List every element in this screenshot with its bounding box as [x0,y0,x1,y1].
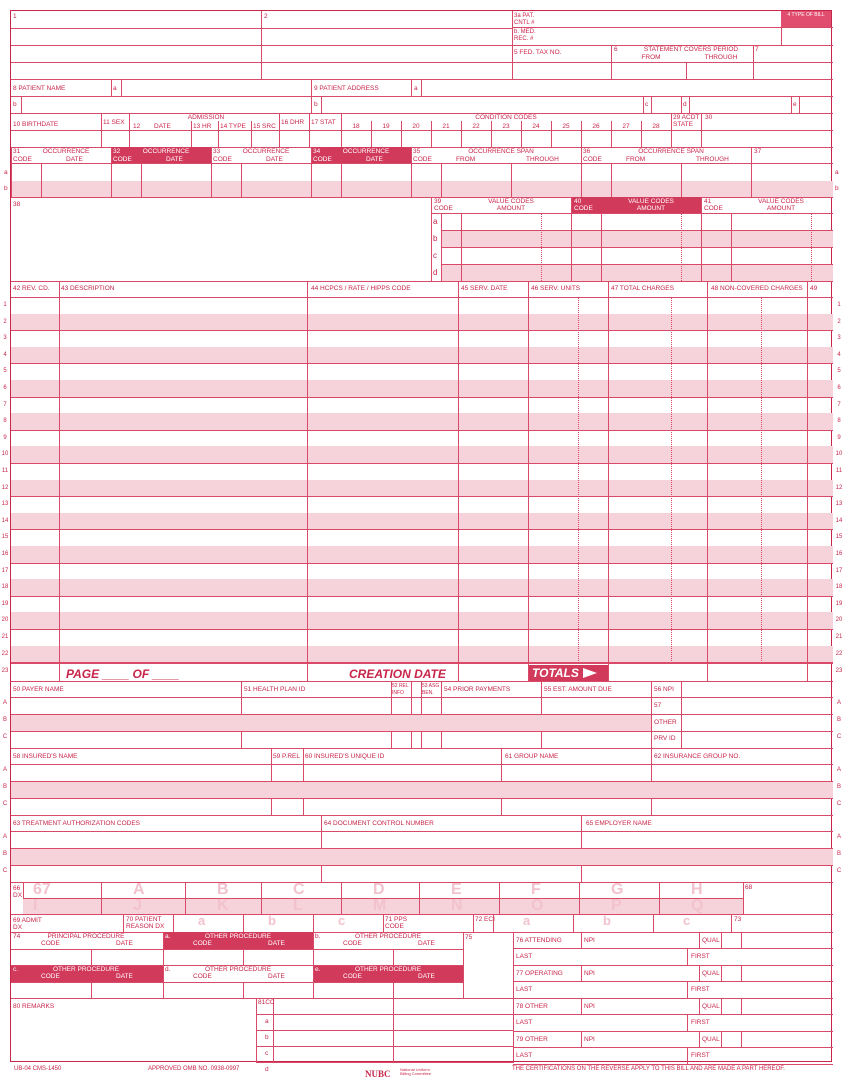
line-num-left-17: 17 [1,567,9,574]
condition-code-28: 28 [652,123,660,130]
value-band-d [441,264,833,281]
physician-first-0: FIRST [691,953,710,960]
totals-label: TOTALS [532,666,579,680]
admit-hr: 13 HR [193,123,212,130]
stat-label: 17 STAT [311,119,336,126]
field-30-label: 30 [705,114,713,121]
dx-66-label: 66 DX [13,885,23,899]
line-num-right-9: 9 [837,434,841,441]
line-band-20 [11,612,833,629]
line-num-left-19: 19 [1,600,9,607]
certification-text: THE CERTIFICATIONS ON THE REVERSE APPLY TO THIS BILL AND ARE MADE A PART HEREOF. [512,1066,785,1072]
patient-name-b: b [13,101,17,108]
condition-code-19: 19 [382,123,390,130]
reason-dx-c: c [338,913,346,928]
admit-src: 15 SRC [253,123,276,130]
vc-title-2: VALUE CODES [758,198,804,205]
insured-row-right-C: C [836,801,842,807]
insured-row-right-A: A [836,767,841,773]
p-rel-label: 59 P.REL [273,753,300,760]
line-band-4 [11,347,833,364]
proc-title-4: OTHER PROCEDURE [204,966,272,973]
proc-date-2: DATE [418,940,435,947]
payer-row-left-C: C [2,734,8,740]
line-num-right-22: 22 [835,650,843,657]
dx-letter-F: F [531,881,541,898]
line-num-right-18: 18 [835,584,843,591]
span-title-1: OCCURRENCE SPAN [638,148,704,155]
proc-date-3: DATE [116,973,133,980]
line-num-left-12: 12 [1,484,9,491]
span-num-f36: 36 [583,148,591,155]
line-num-right-8: 8 [837,418,841,425]
admission-label: ADMISSION [187,114,225,121]
line-num-right-11: 11 [835,468,843,474]
line-num-left-8: 8 [3,418,7,425]
line-band-16 [11,546,833,563]
rel-info-label: 52 REL INFO [392,683,409,696]
condition-codes-label: CONDITION CODES [475,114,537,121]
group-name-label: 61 GROUP NAME [505,753,559,760]
occ-title-2: OCCURRENCE [242,148,290,155]
insurance-group-label: 62 INSURANCE GROUP NO. [654,753,741,760]
line-num-right-10: 10 [835,451,843,458]
line-num-left-13: 13 [1,501,9,508]
dx-letter-E: E [451,881,462,898]
payer-row-right-C: C [836,734,842,740]
line-header-f46: 46 SERV. UNITS [531,285,581,292]
physician-first-2: FIRST [691,1019,710,1026]
omb-number: APPROVED OMB NO. 0938-0997 [148,1066,240,1072]
span-code-0: CODE [413,156,432,163]
line-num-right-23: 23 [835,668,843,674]
treat-row-left-A: A [2,834,7,840]
line-header-f45: 45 SERV. DATE [461,285,508,292]
proc-title-0: PRINCIPAL PROCEDURE [47,933,125,940]
patient-name-a: a [113,85,117,92]
physician-npi-0: NPI [584,937,595,944]
line-num-right-6: 6 [837,385,841,391]
line-num-left-10: 10 [1,451,9,458]
admit-date: DATE [154,123,171,130]
totals-arrow-icon [583,668,597,678]
vc-title-0: VALUE CODES [488,198,534,205]
span-through-1: THROUGH [696,156,729,163]
occurrence-band-b [11,181,833,197]
physician-last-3: LAST [516,1052,533,1059]
of-text: OF [132,667,150,681]
line-band-12 [11,480,833,497]
proc-title-5: OTHER PROCEDURE [354,966,422,973]
proc-title-1: OTHER PROCEDURE [204,933,272,940]
treat-row-left-C: C [2,868,8,874]
span-code-1: CODE [583,156,602,163]
totals-box [528,665,608,681]
vc-row-b: b [433,234,438,243]
line-num-right-12: 12 [835,484,843,491]
patient-address-label: 9 PATIENT ADDRESS [314,85,379,92]
physician-qual-2: QUAL [702,1003,720,1010]
physician-qual-0: QUAL [702,937,720,944]
patient-address-a: a [414,85,418,92]
vc-amount-2: AMOUNT [766,205,796,212]
type-of-bill-box [781,11,831,27]
condition-code-25: 25 [562,123,570,130]
line-header-f44: 44 HCPCS / RATE / HIPPS CODE [311,285,411,292]
physician-npi-3: NPI [584,1036,595,1043]
nubc-subtitle: National Uniform Billing Committee [400,1067,432,1076]
proc-code-1: CODE [193,940,212,947]
vc-title-1: VALUE CODES [628,198,674,205]
proc-date-1: DATE [268,940,285,947]
condition-code-18: 18 [352,123,360,130]
occ-row-b: b [4,185,8,192]
line-num-left-5: 5 [3,368,7,375]
health-plan-label: 51 HEALTH PLAN ID [244,686,306,693]
remarks-label: 80 REMARKS [13,1003,55,1010]
field-68-label: 68 [745,884,753,891]
occ-code-2: CODE [213,156,232,163]
insured-id-label: 60 INSURED'S UNIQUE ID [305,753,385,760]
vc-num-f40: 40 [574,198,582,205]
dx-letter-C: C [293,881,305,898]
line-band-10 [11,446,833,463]
condition-code-27: 27 [622,123,630,130]
physician-last-2: LAST [516,1019,533,1026]
line-num-right-4: 4 [837,351,841,358]
insured-row-left-B: B [2,784,7,790]
insured-name-label: 58 INSURED'S NAME [13,753,78,760]
patient-address-c: c [645,101,649,108]
field-5-label: 5 FED. TAX NO. [514,49,562,56]
admit-type: 14 TYPE [220,123,246,130]
field-37-label: 37 [754,148,762,155]
proc-letter-c: c. [13,966,19,973]
line-num-right-13: 13 [835,501,843,508]
vc-code-0: CODE [434,205,453,212]
field-3b-label: b. MED. REC. # [514,29,536,42]
proc-date-0: DATE [116,940,133,947]
vc-row-d: d [433,268,438,277]
physician-f77: 77 OPERATING [516,970,563,977]
dx-letter-M: M [373,897,387,914]
physician-first-1: FIRST [691,986,710,993]
proc-code-3: CODE [41,973,60,980]
line-num-right-17: 17 [835,567,843,574]
physician-f76: 76 ATTENDING [516,937,562,944]
proc-date-4: DATE [268,973,285,980]
cc81-row-c: c [265,1050,269,1057]
reason-dx-a: a [198,913,206,928]
field-3a-label: 3a PAT. CNTL # [514,13,535,26]
field-6-title: STATEMENT COVERS PERIOD [643,46,739,53]
proc-letter-a: a. [165,933,171,940]
dx-letter-L: L [293,897,303,914]
field-4-label: 4 TYPE OF BILL [787,12,825,18]
patient-address-e: e [793,101,797,108]
span-from-1: FROM [626,156,646,163]
line-num-left-6: 6 [3,385,7,391]
eci-a: a [523,913,531,928]
occ-date-2: DATE [266,156,283,163]
insured-row-left-A: A [2,767,7,773]
treat-row-right-C: C [836,868,842,874]
line-header-f47: 47 TOTAL CHARGES [611,285,674,292]
line-num-right-3: 3 [837,335,841,342]
prior-payments-label: 54 PRIOR PAYMENTS [444,686,511,693]
proc-date-5: DATE [418,973,435,980]
line-band-22 [11,646,833,663]
payer-row-right-B: B [836,717,841,723]
insured-row-right-B: B [836,784,841,790]
payer-name-label: 50 PAYER NAME [13,686,64,693]
field-81cc-label: 81CC [258,999,275,1006]
condition-code-22: 22 [472,123,480,130]
field-38-label: 38 [13,201,21,208]
line-header-f49: 49 [810,285,818,292]
treat-row-left-B: B [2,851,7,857]
line-num-right-16: 16 [835,551,843,557]
field-6-through: THROUGH [704,54,738,61]
occ-title-0: OCCURRENCE [42,148,90,155]
line-num-left-4: 4 [3,351,7,358]
physician-npi-2: NPI [584,1003,595,1010]
occ-date-0: DATE [66,156,83,163]
occ-num-f32: 32 [113,148,121,155]
est-amount-label: 55 EST. AMOUNT DUE [544,686,612,693]
vc-amount-0: AMOUNT [496,205,526,212]
eci-label: 72 ECI [475,916,495,923]
occ-num-f33: 33 [213,148,221,155]
field-7-label: 7 [755,46,759,53]
form-id: UB-04 CMS-1450 [14,1066,62,1072]
line-band-18 [11,579,833,596]
line-num-left-22: 22 [1,650,9,657]
vc-num-f41: 41 [704,198,712,205]
line-header-f42: 42 REV. CD. [13,285,50,292]
line-num-right-19: 19 [835,600,843,607]
payer-row-right-A: A [836,700,841,706]
condition-code-23: 23 [502,123,510,130]
reason-dx-b: b [268,913,276,928]
dx-67-ghost: 67 [33,881,51,898]
span-title-0: OCCURRENCE SPAN [468,148,534,155]
span-num-f35: 35 [413,148,421,155]
employer-name-label: 65 EMPLOYER NAME [586,820,652,827]
vc-code-2: CODE [704,205,723,212]
proc-letter-b: b. [315,933,321,940]
dx-letter-P: P [611,897,622,914]
occ-date-1: DATE [166,156,183,163]
pps-code-label: 71 PPS CODE [385,916,408,930]
line-num-left-7: 7 [3,401,7,408]
payer-band-b [11,714,651,731]
field-6-from: FROM [641,54,661,61]
line-num-right-21: 21 [835,634,843,640]
sex-label: 11 SEX [103,119,125,126]
occ-title-3: OCCURRENCE [342,148,390,155]
line-num-right-15: 15 [835,534,843,541]
occ-num-f34: 34 [313,148,321,155]
proc-letter-f74: 74 [13,933,21,940]
line-num-right-2: 2 [837,318,841,325]
creation-date-label: CREATION DATE [349,667,446,681]
occ-code-3: CODE [313,156,332,163]
proc-title-3: OTHER PROCEDURE [52,966,120,973]
physician-last-1: LAST [516,986,533,993]
cc81-row-b: b [265,1034,269,1041]
value-band-b [441,230,833,247]
eci-b: b [603,913,611,928]
proc-code-0: CODE [41,940,60,947]
prv-id-label: PRV ID [654,735,676,742]
birthdate-label: 10 BIRTHDATE [13,121,59,128]
line-header-f48: 48 NON-COVERED CHARGES [711,285,803,292]
occ-title-1: OCCURRENCE [142,148,190,155]
eci-c: c [683,913,691,928]
dx-letter-G: G [611,881,624,898]
condition-code-24: 24 [532,123,540,130]
insured-band-b [11,781,833,798]
physician-npi-1: NPI [584,970,595,977]
asg-ben-label: 53 ASG BEN. [422,683,440,696]
vc-num-f39: 39 [434,198,442,205]
npi-56-label: 56 NPI [654,686,674,693]
line-num-left-11: 11 [1,468,9,474]
dx-letter-B: B [217,881,229,898]
proc-code-5: CODE [343,973,362,980]
physician-f79: 79 OTHER [516,1036,548,1043]
occ-row-a-right: a [835,169,839,176]
payer-row-left-B: B [2,717,7,723]
line-num-left-1: 1 [3,302,7,308]
vc-row-c: c [433,251,437,260]
line-num-left-18: 18 [1,584,9,591]
line-num-left-15: 15 [1,534,9,541]
cc81-row-d: d [265,1066,269,1073]
condition-code-20: 20 [412,123,420,130]
occ-code-0: CODE [13,156,32,163]
line-num-left-21: 21 [1,634,9,640]
line-num-right-1: 1 [837,302,841,308]
vc-row-a: a [433,217,438,226]
line-band-8 [11,413,833,430]
physician-last-0: LAST [516,953,533,960]
proc-code-4: CODE [193,973,212,980]
occ-num-f31: 31 [13,148,21,155]
condition-code-21: 21 [442,123,450,130]
patient-name-label: 8 PATIENT NAME [13,85,66,92]
cc81-row-a: a [265,1018,269,1025]
insured-row-left-C: C [2,801,8,807]
dx-letter-D: D [373,881,385,898]
treatment-auth-label: 63 TREATMENT AUTHORIZATION CODES [13,820,141,827]
line-num-right-5: 5 [837,368,841,375]
occ-date-3: DATE [366,156,383,163]
dx-letter-J: J [133,897,142,914]
proc-letter-e: e. [315,966,321,973]
dx-letter-I: I [33,897,38,914]
admit-dx-label: 69 ADMIT DX [13,917,42,931]
line-num-left-16: 16 [1,551,9,557]
line-num-right-14: 14 [835,517,843,524]
field-73-label: 73 [734,916,742,923]
treat-row-right-A: A [836,834,841,840]
occ-row-a: a [4,169,8,176]
field-6-num: 6 [614,46,618,53]
line-band-14 [11,513,833,530]
proc-title-2: OTHER PROCEDURE [354,933,422,940]
proc-code-2: CODE [343,940,362,947]
span-from-0: FROM [456,156,476,163]
dx-letter-N: N [451,897,463,914]
other-label: OTHER [654,719,677,726]
line-band-6 [11,380,833,397]
field-57-label: 57 [654,702,662,709]
reason-dx-label: 70 PATIENT REASON DX [126,916,165,930]
field-2-label: 2 [264,13,268,20]
payer-row-left-A: A [2,700,7,706]
occ-code-1: CODE [113,156,132,163]
line-num-left-2: 2 [3,318,7,325]
proc-letter-d: d. [165,966,171,973]
physician-f78: 78 OTHER [516,1003,548,1010]
treat-row-right-B: B [836,851,841,857]
page-text: PAGE [66,667,100,681]
patient-address-d: d [683,101,687,108]
span-through-0: THROUGH [526,156,559,163]
admit-12: 12 [133,123,141,130]
line-band-2 [11,314,833,331]
line-num-left-20: 20 [1,617,9,624]
physician-qual-1: QUAL [702,970,720,977]
line-header-f43: 43 DESCRIPTION [61,285,115,292]
nubc-logo: NUBC [365,1069,391,1079]
physician-qual-3: QUAL [702,1036,720,1043]
field-1-label: 1 [13,13,17,20]
acdt-state-label: 29 ACDT STATE [673,114,700,128]
dx-letter-Q: Q [691,897,704,914]
dx-letter-O: O [531,897,544,914]
patient-address-b: b [314,101,318,108]
treatment-band-b [11,848,833,865]
page-label: PAGE ____ OF ____ [66,667,180,681]
line-num-left-3: 3 [3,335,7,342]
condition-code-26: 26 [592,123,600,130]
vc-code-1: CODE [574,205,593,212]
line-num-left-14: 14 [1,517,9,524]
physician-first-3: FIRST [691,1052,710,1059]
dx-letter-H: H [691,881,703,898]
occ-row-b-right: b [835,185,839,192]
line-num-right-7: 7 [837,401,841,408]
vc-amount-1: AMOUNT [636,205,666,212]
dx-letter-A: A [133,881,145,898]
line-num-left-9: 9 [3,434,7,441]
document-control-label: 64 DOCUMENT CONTROL NUMBER [324,820,434,827]
dx-letter-K: K [217,897,229,914]
field-75-label: 75 [465,934,473,941]
dhr-label: 16 DHR [281,119,305,126]
line-num-right-20: 20 [835,617,843,624]
line-num-left-23: 23 [1,668,9,674]
